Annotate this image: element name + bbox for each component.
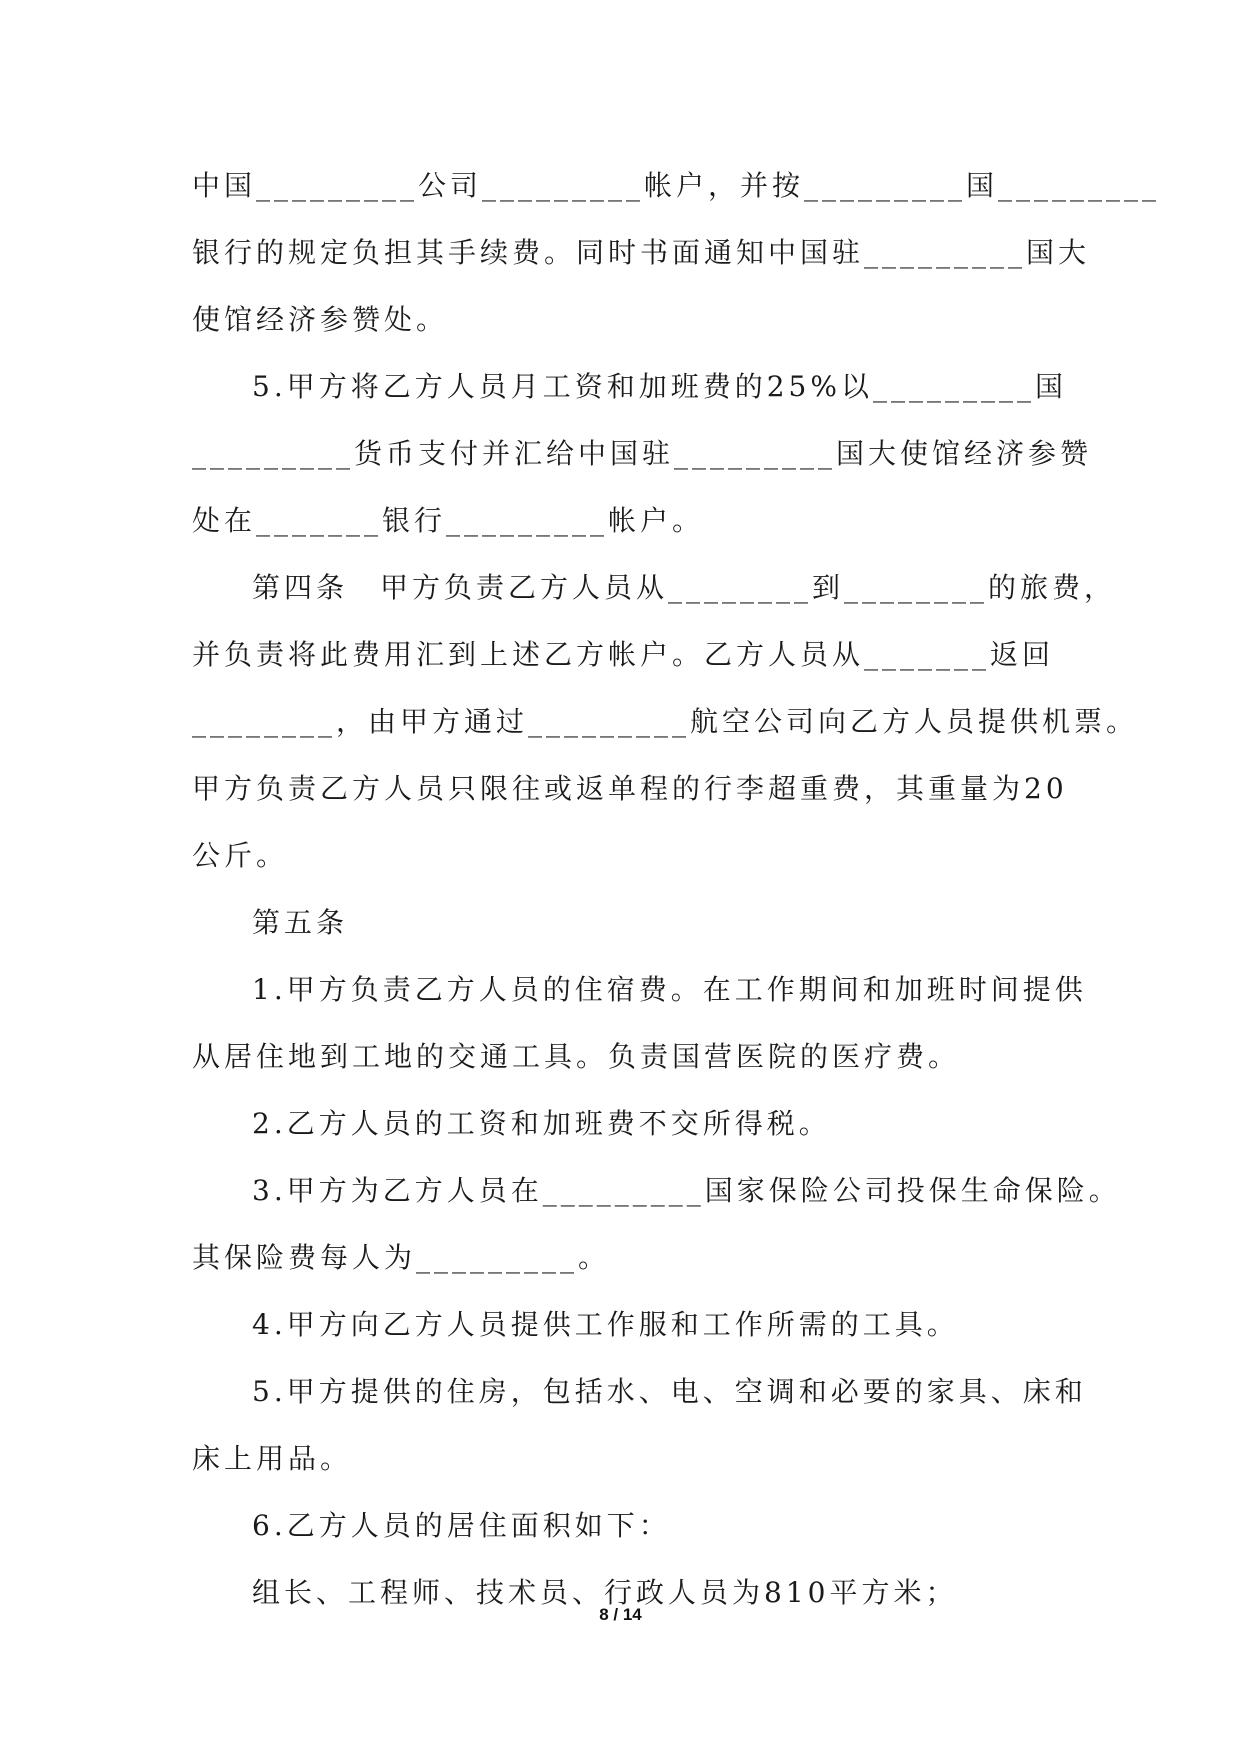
text-line: 第五条 xyxy=(252,906,349,939)
text-line: 处在_______银行_________帐户。 xyxy=(192,504,705,537)
text-line: 5.甲方提供的住房，包括水、电、空调和必要的家具、床和 xyxy=(252,1375,1087,1408)
text-line: 床上用品。 xyxy=(192,1442,353,1475)
text-line: 1.甲方负责乙方人员的住宿费。在工作期间和加班时间提供 xyxy=(252,973,1087,1006)
text-line: 中国_________公司_________帐户，并按_________国_________ xyxy=(192,169,1161,202)
text-line: 第四条 甲方负责乙方人员从________到________的旅费， xyxy=(252,571,1117,604)
page-number: 8 / 14 xyxy=(599,1605,642,1624)
document-body xyxy=(192,152,1161,1626)
text-line: 使馆经济参赞处。 xyxy=(192,303,449,336)
text-line: 甲方负责乙方人员只限往或返单程的行李超重费，其重量为20 xyxy=(192,772,1068,805)
text-line: 4.甲方向乙方人员提供工作服和工作所需的工具。 xyxy=(252,1308,959,1341)
text-line: 5.甲方将乙方人员月工资和加班费的25%以_________国 xyxy=(252,370,1067,403)
text-line: 其保险费每人为_________。 xyxy=(192,1241,611,1274)
text-line: 2.乙方人员的工资和加班费不交所得税。 xyxy=(252,1107,831,1140)
text-line: 并负责将此费用汇到上述乙方帐户。乙方人员从_______返回 xyxy=(192,638,1055,671)
text-line: 从居住地到工地的交通工具。负责国营医院的医疗费。 xyxy=(192,1040,961,1073)
text-line: 组长、工程师、技术员、行政人员为810平方米； xyxy=(252,1576,958,1609)
text-line: 银行的规定负担其手续费。同时书面通知中国驻_________国大 xyxy=(192,236,1091,269)
text-line: _________货币支付并汇给中国驻_________国大使馆经济参赞 xyxy=(192,437,1093,470)
text-line: ________，由甲方通过_________航空公司向乙方人员提供机票。 xyxy=(192,705,1139,738)
text-line: 公斤。 xyxy=(192,839,289,872)
text-line: 3.甲方为乙方人员在_________国家保险公司投保生命保险。 xyxy=(252,1174,1121,1207)
text-line: 6.乙方人员的居住面积如下： xyxy=(252,1509,671,1542)
